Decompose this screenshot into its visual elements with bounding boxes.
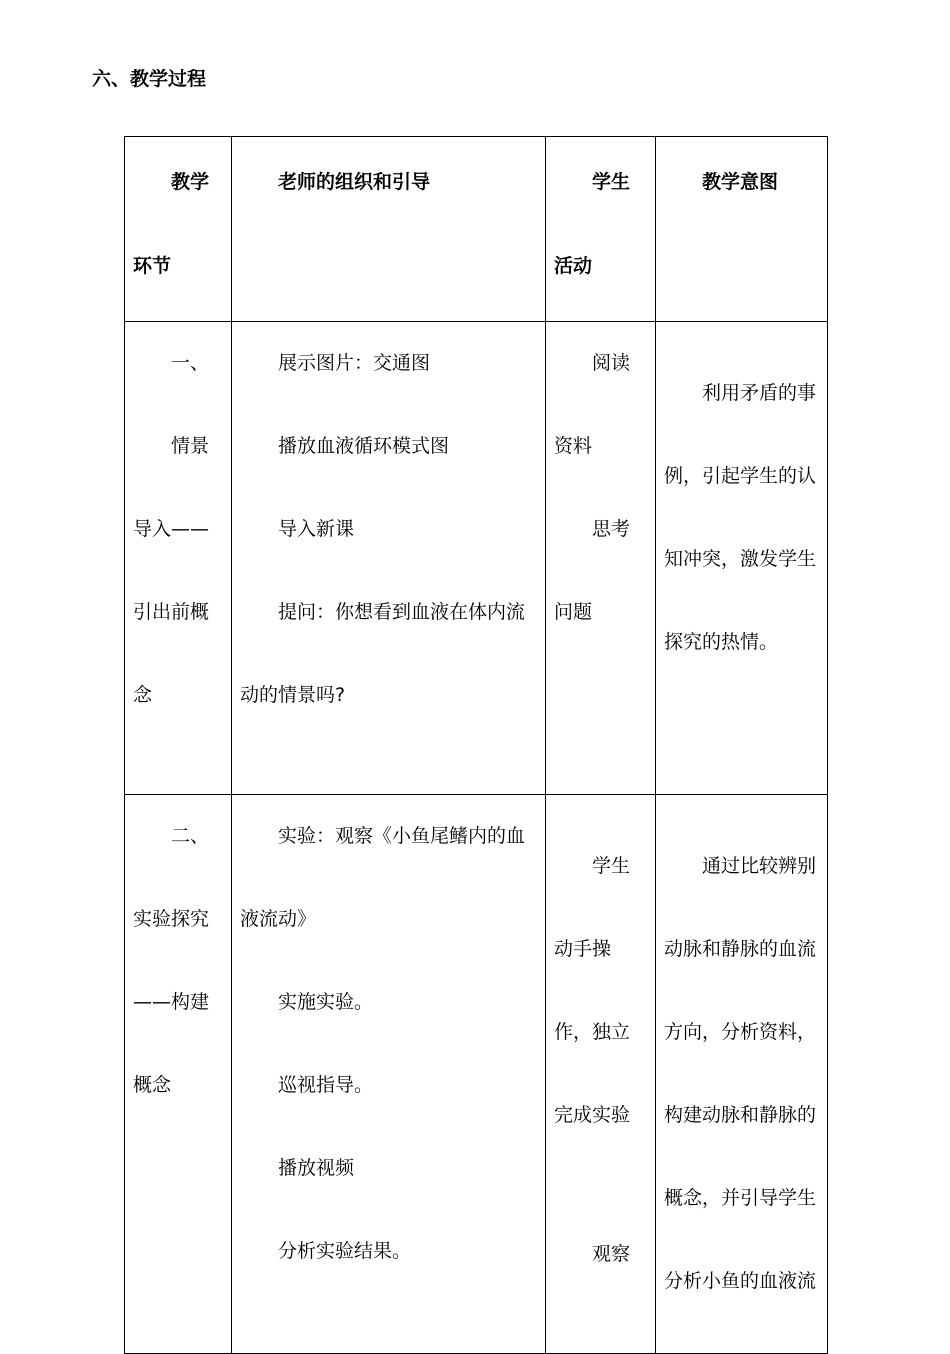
header-teacher xyxy=(232,137,546,322)
table-header-row xyxy=(125,137,828,322)
student-line: 资料 xyxy=(554,435,593,457)
student-line: 思考 xyxy=(592,518,631,540)
teacher-line: 提问：你想看到血液在体内流 xyxy=(278,601,526,623)
teacher-line: 液流动》 xyxy=(240,908,317,930)
teacher-line: 实验：观察《小鱼尾鳍内的血 xyxy=(278,825,526,847)
intent-line: 知冲突，激发学生 xyxy=(664,548,817,570)
stage-line: 导入—— xyxy=(133,518,210,540)
student-line: 观察 xyxy=(592,1243,631,1265)
stage-line: 情景 xyxy=(171,435,210,457)
intent-line: 分析小鱼的血液流 xyxy=(664,1270,817,1292)
student-cell xyxy=(546,795,656,1354)
student-cell xyxy=(546,322,656,795)
student-line: 作，独立 xyxy=(554,1021,631,1043)
teacher-line: 动的情景吗? xyxy=(240,684,346,706)
stage-line: 概念 xyxy=(133,1074,172,1096)
stage-line: 一、 xyxy=(171,352,210,374)
stage-line: 实验探究 xyxy=(133,908,210,930)
header-stage xyxy=(125,137,232,322)
header-student xyxy=(546,137,656,322)
teacher-line: 播放血液循环模式图 xyxy=(278,435,450,457)
stage-cell xyxy=(125,322,232,795)
student-line: 学生 xyxy=(592,855,631,877)
stage-cell xyxy=(125,795,232,1354)
teacher-line: 导入新课 xyxy=(278,518,355,540)
teacher-line: 巡视指导。 xyxy=(278,1074,374,1096)
header-stage-line: 教学 xyxy=(171,171,210,193)
section-heading: 六、教学过程 xyxy=(92,68,207,90)
stage-line: 念 xyxy=(133,684,153,706)
teacher-line: 实施实验。 xyxy=(278,991,374,1013)
intent-line: 方向，分析资料， xyxy=(664,1021,817,1043)
intent-line: 利用矛盾的事 xyxy=(702,382,817,404)
table-row xyxy=(125,322,828,795)
intent-line: 动脉和静脉的血流 xyxy=(664,938,817,960)
teacher-cell xyxy=(232,322,546,795)
student-line: 完成实验 xyxy=(554,1104,631,1126)
header-stage-line: 环节 xyxy=(133,255,172,277)
header-intent xyxy=(656,137,828,322)
intent-cell xyxy=(656,795,828,1354)
header-intent-text: 教学意图 xyxy=(702,171,779,193)
student-line: 阅读 xyxy=(592,352,631,374)
teacher-line: 分析实验结果。 xyxy=(278,1240,412,1262)
intent-cell xyxy=(656,322,828,795)
header-teacher-text: 老师的组织和引导 xyxy=(278,171,431,193)
intent-line: 概念，并引导学生 xyxy=(664,1187,817,1209)
intent-line: 构建动脉和静脉的 xyxy=(664,1104,817,1126)
teacher-cell xyxy=(232,795,546,1354)
teaching-process-table xyxy=(124,136,828,1354)
teacher-line: 展示图片：交通图 xyxy=(278,352,431,374)
intent-line: 通过比较辨别 xyxy=(702,855,817,877)
stage-line: 引出前概 xyxy=(133,601,210,623)
intent-line: 探究的热情。 xyxy=(664,631,779,653)
teacher-line: 播放视频 xyxy=(278,1157,355,1179)
header-student-line: 学生 xyxy=(592,171,631,193)
student-line: 问题 xyxy=(554,601,593,623)
student-line: 动手操 xyxy=(554,938,612,960)
header-student-line: 活动 xyxy=(554,255,593,277)
table-row xyxy=(125,795,828,1354)
stage-line: ——构建 xyxy=(133,991,210,1013)
intent-line: 例，引起学生的认 xyxy=(664,465,817,487)
stage-line: 二、 xyxy=(171,825,210,847)
